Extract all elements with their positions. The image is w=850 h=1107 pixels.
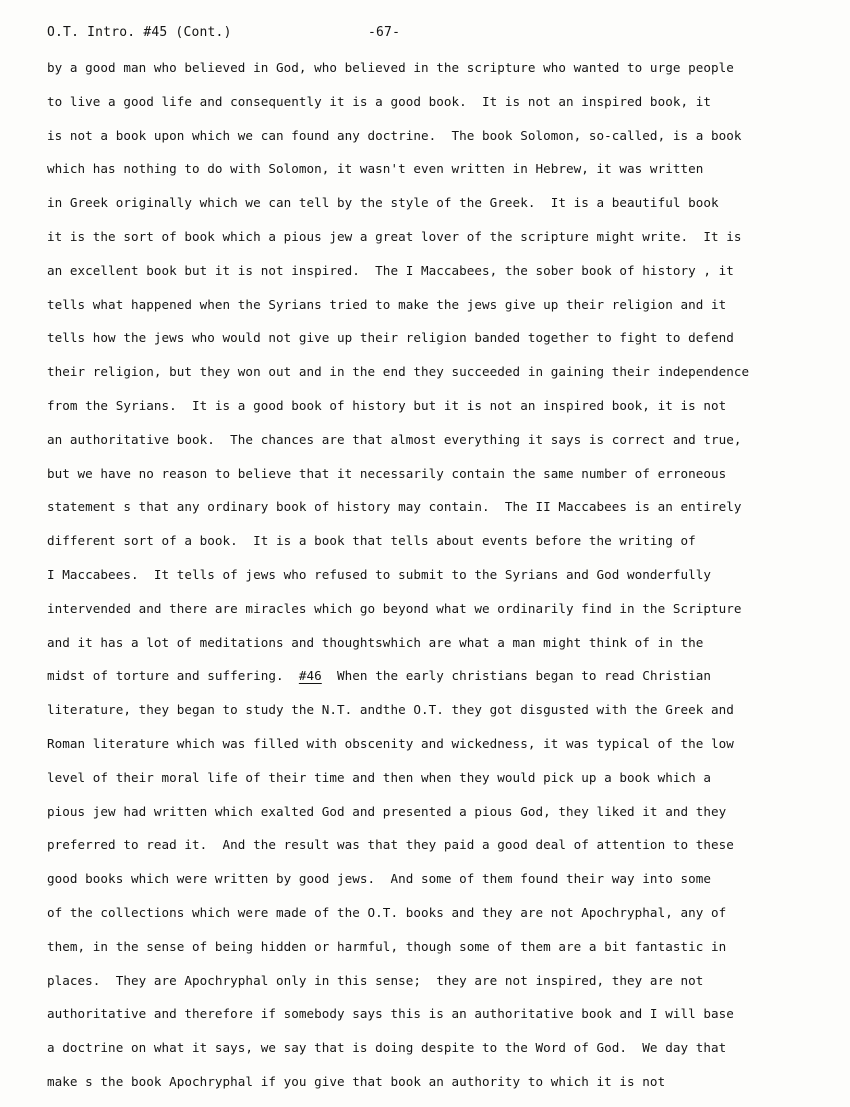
text-line: places. They are Apochryphal only in this sense; they are not inspired, they are not xyxy=(47,972,704,988)
text-line: of the collections which were made of the O.T. books and they are not Apochryphal, any of xyxy=(47,904,727,920)
text-line: is not a book upon which we can found any doctrine. The book Solomon, so-called, is a book xyxy=(47,127,742,143)
text-fragment: When the early christians began to read Christian xyxy=(321,668,712,684)
page-number: -67- xyxy=(368,25,401,40)
text-line: and it has a lot of meditations and thoughtswhich are what a man might think of in the xyxy=(47,634,704,650)
text-line: in Greek originally which we can tell by the style of the Greek. It is a beautiful book xyxy=(47,195,719,211)
text-line: them, in the sense of being hidden or harmful, though some of them are a bit fantastic in xyxy=(47,938,727,954)
lecture-header: O.T. Intro. #45 (Cont.) xyxy=(47,25,232,40)
text-line: tells what happened when the Syrians tried to make the jews give up their religion and it xyxy=(47,296,727,312)
text-line: literature, they began to study the N.T. andthe O.T. they got disgusted with the Greek and xyxy=(47,702,734,718)
body-text xyxy=(47,58,827,1106)
section-marker: #46 xyxy=(298,668,322,684)
text-line: from the Syrians. It is a good book of history but it is not an inspired book, it is not xyxy=(47,397,727,413)
text-line: authoritative and therefore if somebody says this is an authoritative book and I will base xyxy=(47,1006,734,1022)
text-line: but we have no reason to believe that it necessarily contain the same number of erroneous xyxy=(47,465,727,481)
text-line: statement s that any ordinary book of history may contain. The II Maccabees is an entirely xyxy=(47,499,742,515)
text-line: by a good man who believed in God, who believed in the scripture who wanted to urge people xyxy=(47,60,734,75)
text-line: a doctrine on what it says, we say that is doing despite to the Word of God. We day that xyxy=(47,1040,727,1056)
text-line: preferred to read it. And the result was that they paid a good deal of attention to these xyxy=(47,837,734,853)
text-line: make s the book Apochryphal if you give that book an authority to which it is not xyxy=(47,1073,666,1089)
text-line: different sort of a book. It is a book that tells about events before the writing of xyxy=(47,533,696,549)
text-fragment: midst of torture and suffering. xyxy=(47,668,299,684)
text-line: Roman literature which was filled with obscenity and wickedness, it was typical of the low xyxy=(47,735,734,751)
text-line: an excellent book but it is not inspired. The I Maccabees, the sober book of history , it xyxy=(47,262,734,278)
text-line: to live a good life and consequently it is a good book. It is not an inspired book, it xyxy=(47,93,711,109)
text-line-section-break xyxy=(47,666,827,700)
text-line: pious jew had written which exalted God and presented a pious God, they liked it and they xyxy=(47,803,727,819)
text-line: good books which were written by good jews. And some of them found their way into some xyxy=(47,871,711,887)
text-line: intervended and there are miracles which go beyond what we ordinarily find in the Scripture xyxy=(47,600,742,616)
text-line: an authoritative book. The chances are that almost everything it says is correct and true, xyxy=(47,431,742,447)
text-line: I Maccabees. It tells of jews who refused to submit to the Syrians and God wonderfully xyxy=(47,566,711,582)
text-line: tells how the jews who would not give up their religion banded together to fight to defend xyxy=(47,330,734,346)
text-line: which has nothing to do with Solomon, it wasn't even written in Hebrew, it was written xyxy=(47,161,704,177)
text-line: their religion, but they won out and in the end they succeeded in gaining their independence xyxy=(47,364,750,380)
text-line: level of their moral life of their time and then when they would pick up a book which a xyxy=(47,769,711,785)
text-line: it is the sort of book which a pious jew a great lover of the scripture might write. It is xyxy=(47,228,742,244)
